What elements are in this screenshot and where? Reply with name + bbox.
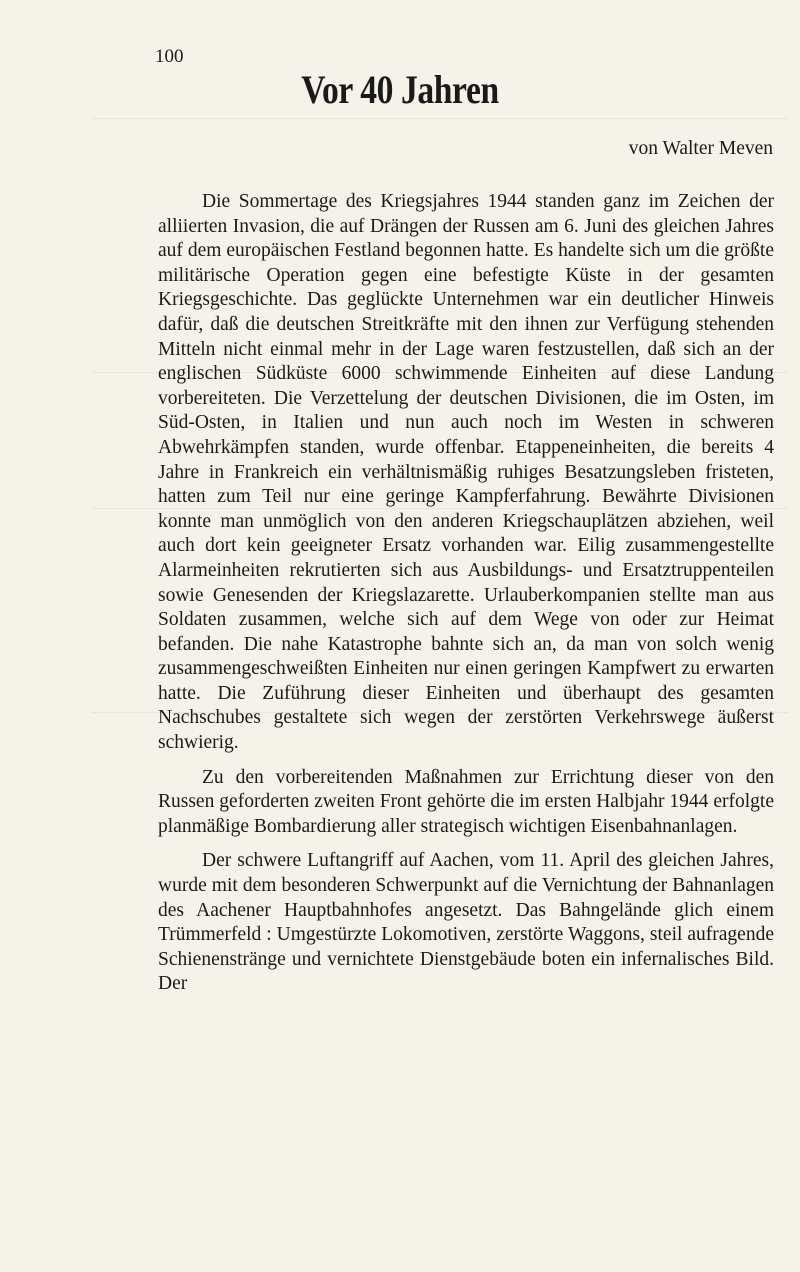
bleed-through-line — [92, 118, 788, 119]
paragraph: Zu den vorbereitenden Maßnahmen zur Errichtung dieser von den Russen geforderten zweiten Front gehörte die im ersten Halbjahr 1944 erfolgte planmäßige Bombardierung aller strategisch wichtigen Eisenbahnanlagen. — [158, 766, 774, 837]
page-number: 100 — [155, 46, 184, 67]
paragraph: Die Sommertage des Kriegsjahres 1944 standen ganz im Zeichen der alliierten Invasion, die auf Drängen der Russen am 6. Juni des gleichen Jahres auf dem europäischen Festland begonnen hatte. Es handelte sich um die größte militärische Operation gegen eine befestigte Küste in der gesamten Kriegsgeschichte. Das geglückte Unternehmen war ein deutlicher Hinweis dafür, daß die deutschen Streitkräfte mit den ihnen zur Verfügung stehenden Mitteln nicht einmal mehr in der Lage waren festzustellen, daß sich an der englischen Südküste 6000 schwimmende Einheiten auf diese Landung vorbereiteten. Die Verzettelung der deutschen Divisionen, die im Osten, im Süd-Osten, in Italien und nun auch noch im Westen in schweren Abwehrkämpfen standen, wurde offenbar. Etappeneinheiten, die bereits 4 Jahre in Frankreich ein verhältnismäßig ruhiges Besatzungsleben fristeten, hatten zum Teil nur eine geringe Kampferfahrung. Bewährte Divisionen konnte man unmöglich von den anderen Kriegschauplätzen abziehen, weil auch dort kein geeigneter Ersatz vorhanden war. Eilig zusammengestellte Alarmeinheiten rekrutierten sich aus Ausbildungs- und Ersatztruppenteilen sowie Genesenden der Kriegslazarette. Urlauberkompanien stellte man aus Soldaten zusammen, welche sich auf dem Wege von oder zur Heimat befanden. Die nahe Katastrophe bahnte sich an, da man von solch wenig zusammengeschweißten Einheiten nur einen geringen Kampfwert zu erwarten hatte. Die Zuführung dieser Einheiten und überhaupt des gesamten Nachschubes gestaltete sich wegen der zerstörten Verkehrswege äußerst schwierig. — [158, 191, 774, 754]
paragraph: Der schwere Luftangriff auf Aachen, vom 11. April des gleichen Jahres, wurde mit dem besonderen Schwerpunkt auf die Vernichtung der Bahnanlagen des Aachener Hauptbahnhofes angesetzt. Das Bahngelände glich einem Trümmerfeld : Umgestürzte Lokomotiven, zerstörte Waggons, steil aufragende Schienenstränge und vernichtete Dienstgebäude boten ein infernalisches Bild. Der — [158, 850, 774, 995]
article-body — [158, 190, 774, 997]
article-title: Vor 40 Jahren — [301, 67, 499, 112]
author-byline: von Walter Meven — [628, 138, 773, 159]
